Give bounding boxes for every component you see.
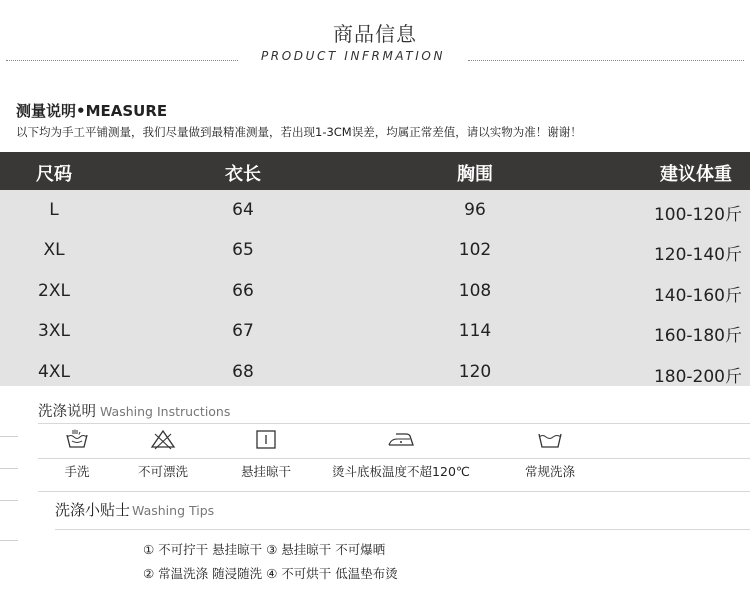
wash-item-hand-wash — [52, 428, 102, 480]
tick-mark — [0, 500, 18, 501]
tick-mark — [0, 540, 18, 541]
wash-label: 手洗 — [64, 464, 90, 479]
table-cell: 68 — [232, 362, 254, 382]
iron-low-temp-icon — [386, 428, 416, 450]
wash-label: 常规洗涤 — [524, 464, 575, 479]
page-subtitle: PRODUCT INFRMATION — [260, 49, 446, 63]
hand-wash-icon — [64, 428, 90, 450]
table-cell: 100-120斤 — [653, 205, 742, 225]
washing-tip-line: ① 不可拧干 悬挂晾干 ③ 悬挂晾干 不可爆晒 — [143, 542, 386, 557]
divider — [38, 423, 750, 424]
table-cell: 4XL — [38, 362, 70, 382]
washing-icons-row — [0, 428, 750, 490]
table-cell: 3XL — [38, 321, 70, 341]
table-cell: 114 — [458, 321, 492, 341]
header-length: 衣长 — [225, 164, 261, 185]
dotted-divider-left — [6, 60, 238, 61]
wash-item-iron — [328, 428, 474, 480]
wash-item-normal-wash — [518, 428, 582, 480]
washing-tip-line: ② 常温洗涤 随浸随洗 ④ 不可烘干 低温垫布烫 — [143, 566, 398, 581]
normal-wash-icon — [536, 428, 564, 450]
table-cell: 140-160斤 — [653, 286, 742, 306]
table-cell: 180-200斤 — [653, 367, 742, 387]
header-chest: 胸围 — [457, 164, 493, 185]
washing-tips-title — [55, 499, 214, 520]
table-cell: 67 — [232, 321, 254, 341]
size-table-body — [0, 190, 750, 386]
table-cell: 64 — [232, 200, 254, 220]
table-cell: XL — [43, 240, 65, 260]
wash-item-line-dry — [234, 428, 298, 480]
washing-tips-title-cn: 洗涤小贴士 — [55, 501, 131, 519]
table-cell: 96 — [464, 200, 486, 220]
wash-item-no-bleach — [128, 428, 198, 480]
measure-heading: 测量说明•MEASURE — [16, 102, 168, 120]
divider — [38, 458, 750, 459]
table-cell: 160-180斤 — [653, 326, 742, 346]
table-cell: 108 — [458, 281, 492, 301]
line-dry-icon — [253, 428, 279, 450]
measure-note: 以下均为手工平铺测量，我们尽量做到最精准测量，若出现1-3CM误差，均属正常差值，请以实物为准！谢谢！ — [16, 125, 582, 139]
page-title: 商品信息 — [333, 22, 417, 46]
table-cell: 2XL — [38, 281, 70, 301]
washing-tips-title-en: Washing Tips — [132, 503, 215, 518]
header-size: 尺码 — [36, 164, 72, 185]
size-table-header — [0, 152, 750, 190]
no-bleach-icon — [150, 428, 176, 450]
washing-instructions-title-en: Washing Instructions — [100, 404, 231, 419]
table-cell: 65 — [232, 240, 254, 260]
wash-label: 烫斗底板温度不超120℃ — [332, 464, 470, 479]
size-table — [0, 152, 750, 386]
wash-label: 悬挂晾干 — [240, 464, 291, 479]
divider — [38, 491, 750, 492]
table-cell: L — [49, 200, 59, 220]
table-cell: 102 — [458, 240, 492, 260]
washing-instructions-title — [38, 400, 230, 421]
subtitle-row — [0, 49, 750, 67]
table-cell: 120 — [458, 362, 492, 382]
table-cell: 120-140斤 — [653, 245, 742, 265]
washing-instructions-title-cn: 洗涤说明 — [38, 404, 96, 420]
divider — [55, 529, 750, 530]
dotted-divider-right — [468, 60, 744, 61]
wash-label: 不可漂洗 — [137, 464, 188, 479]
header-weight: 建议体重 — [660, 164, 732, 185]
table-cell: 66 — [232, 281, 254, 301]
